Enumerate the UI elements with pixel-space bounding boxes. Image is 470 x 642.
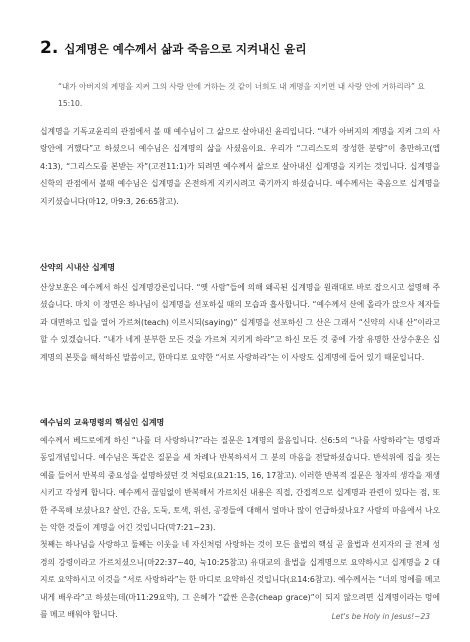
subheading-teaching: 예수님의 교육명령의 핵심인 십계명 xyxy=(40,418,165,427)
intro-paragraph: 십계명을 기독교윤리의 관점에서 볼 때 예수님이 그 삶으로 살아내신 윤리입니다. “내가 아버지의 계명을 지켜 그의 사랑안에 거했다”고 하셨으니 예수님은 십계명의 삶을 사셨음이요. 우리가 “그리스도의 장성한 분량”이 충만하고(엡4:13), “그리스도를 본받는 자”(고전11:1)가 되려면 예수께서 삶으로 살아내신 십계명을 지키는 것입니다. 십계명을 신학의 관점에서 볼때 예수님은 십계명을 온전하게 지키시려고 죽기까지 하셨습니다. 예수께서는 죽음으로 십계명을 지키셨습니다(마12, 마9:3, 26:65참고). xyxy=(40,127,440,206)
section-title-text: 십계명은 예수께서 삶과 죽음으로 지켜내신 윤리 xyxy=(64,42,307,56)
section-number: 2. xyxy=(40,38,59,58)
sinai-paragraph: 산상보훈은 예수께서 하신 십계명강론입니다. “옛 사람”들에 의해 왜곡된 십계명을 원래대로 바로 잡으시고 설명해 주셨습니다. 마치 이 장면은 하나님이 십계명을 선포하실 때의 모습과 흡사합니다. “예수께서 산에 올라가 앉으사 제자들과 대면하고 입을 열어 가르쳐(teach) 이르시되(saying)” 십계명을 선포하신 그 산은 그래서 “신약의 시내 산”이라고 할 수 있겠습니다. “내가 네게 분부한 모든 것을 가르쳐 지키게 하라”고 하신 모든 것 중에 가장 유명한 산상수훈은 십계명의 본뜻을 해석하신 말씀이고, 한마디로 요약한 “서로 사랑하라”는 이 사랑도 십계명에 들어 있기 때문입니다. xyxy=(40,283,440,362)
teaching-paragraph: 예수께서 베드로에게 하신 “나를 더 사랑하니?”라는 질문은 1계명의 물음입니다. 신6:5의 “나를 사랑하라”는 명령과 동일개념입니다. 예수님은 똑같은 질문을 세 차례나 반복하셔서 그 분의 마음을 전달하셨습니다. 반석위에 집을 짓는 예를 들어서 반복의 중요성을 설명하셨던 것 처럼요(요21:15, 16, 17참고). 이러한 반복적 질문은 청자의 생각을 재생시키고 각성케 합니다. 예수께서 끊임없이 반복해서 가르치신 내용은 직접, 간접적으로 십계명과 관련이 있다는 점, 또한 주목해 보셨나요? 살인, 간음, 도둑, 토색, 위선, 공정들에 대해서 얼마나 많이 언급하셨나요? 사람의 마음에서 나오는 악한 것들이 계명을 어긴 것입니다(막7:21~23). 첫째는 하나님을 사랑하고 둘째는 이웃을 네 자신처럼 사랑하는 것이 모든 율법의 핵심 곧 율법과 선지자의 글 전체 성경의 강령이라고 가르치셨으니(마22:37~40, 눅10:25참고) 유대교의 율법을 십계명으로 요약하시고 십계명을 2 대지로 요약하시고 이것을 “서로 사랑하라”는 한 마디로 요약하신 것입니다(요14:6참고). 예수께서는 “너의 멍에를 메고 내게 배우라”고 하셨는데(마11:29요약), 그 은혜가 “값싼 은총(cheap grace)”이 되지 않으려면 십계명이라는 멍에를 메고 배워야 합니다. xyxy=(40,432,440,623)
teaching-paragraph-2: 첫째는 하나님을 사랑하고 둘째는 이웃을 네 자신처럼 사랑하는 것이 모든 율법의 핵심 곧 율법과 선지자의 글 전체 성경의 강령이라고 가르치셨으니(마22:37~40, 눅10:25참고) 유대교의 율법을 십계명으로 요약하시고 십계명을 2 대지로 요약하시고 이것을 “서로 사랑하라”는 한 마디로 요약하신 것입니다(요14:6참고). 예수께서는 “너의 멍에를 메고 내게 배우라”고 하셨는데(마11:29요약), 그 은혜가 “값싼 은총(cheap grace)”이 되지 않으려면 십계명이라는 멍에를 메고 배워야 합니다. xyxy=(40,540,440,620)
page-footer: Let's be Holy in Jesus!~23 xyxy=(331,612,430,621)
subheading-sinai: 산약의 시내산 십계명 xyxy=(40,263,116,272)
scripture-quote: “내가 아버지의 계명을 지켜 그의 사랑 안에 거하는 것 같이 너희도 내 계명을 지키면 내 사랑 안에 거하리라” 요15:10. xyxy=(58,82,425,108)
section-title xyxy=(40,38,307,58)
